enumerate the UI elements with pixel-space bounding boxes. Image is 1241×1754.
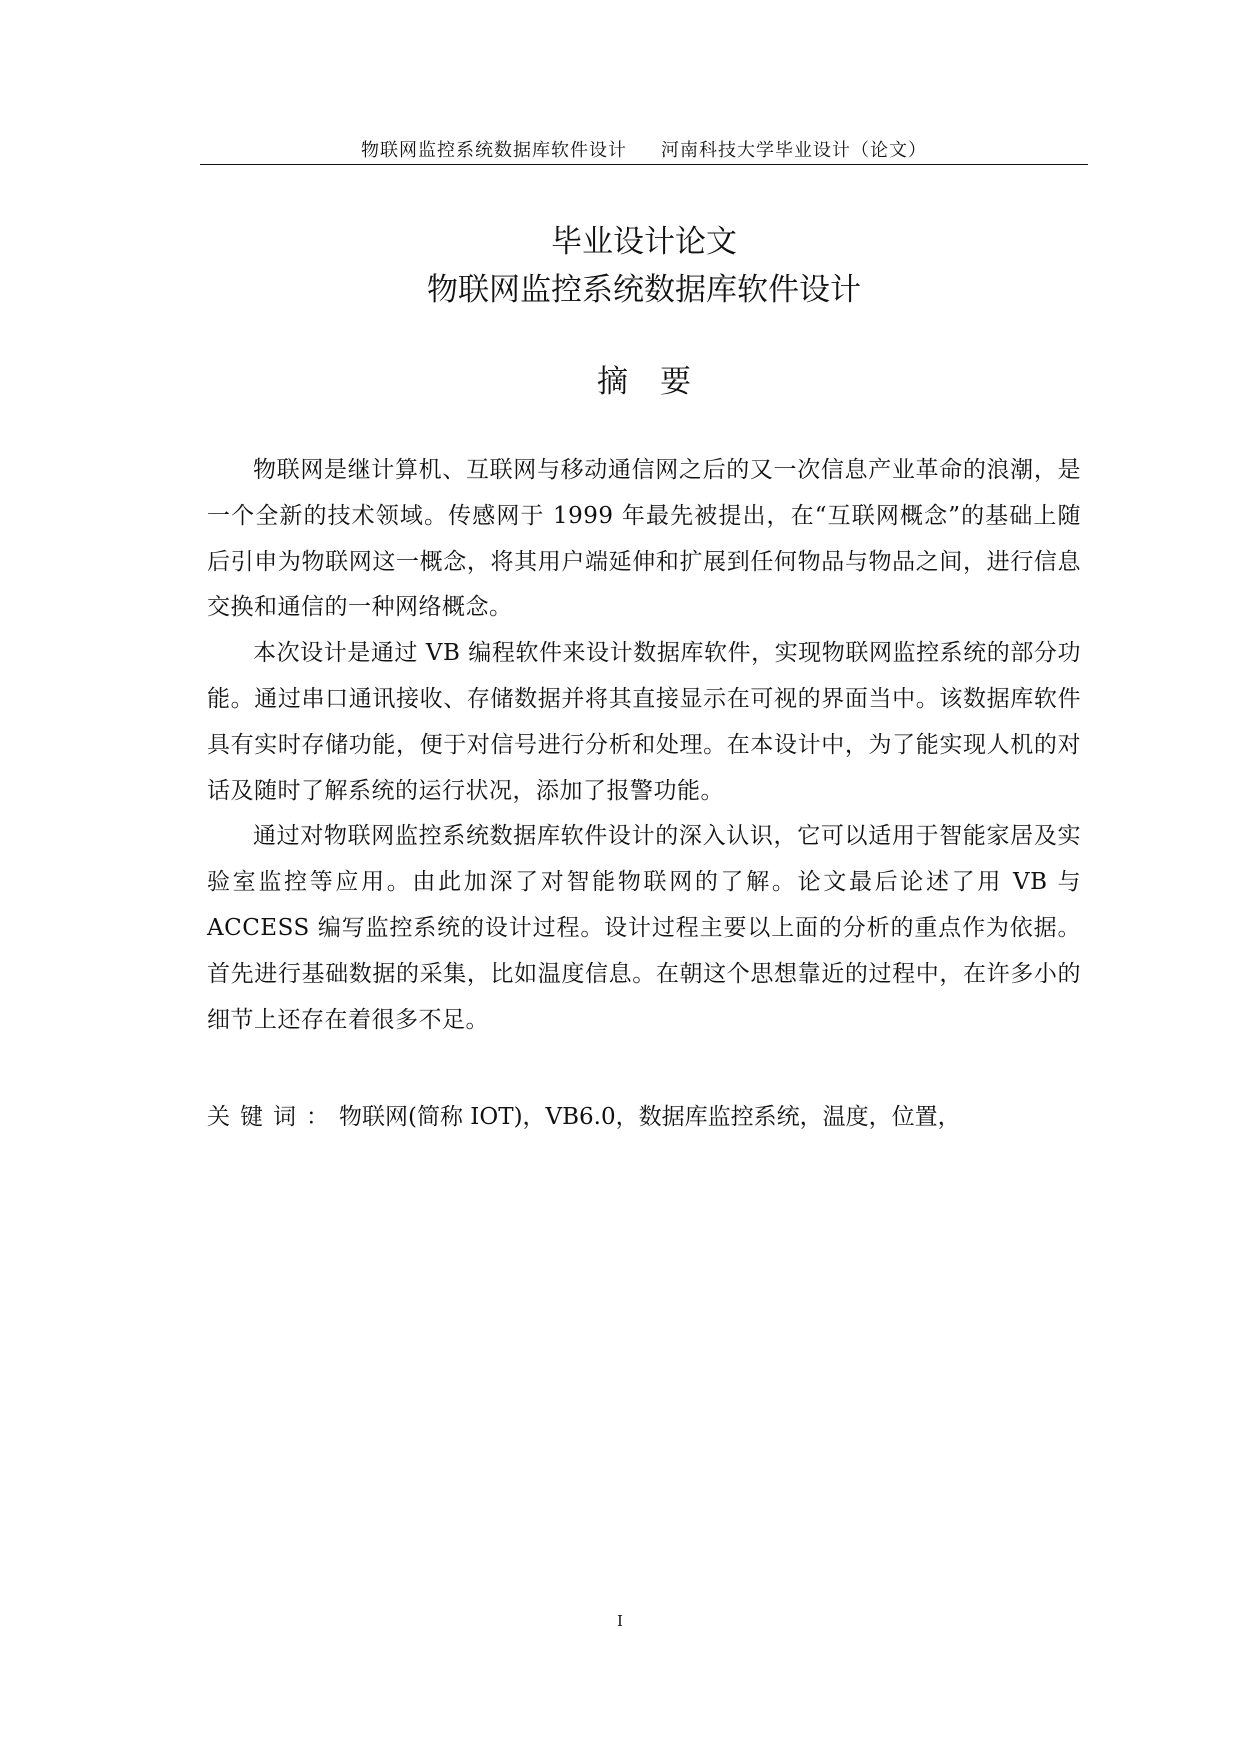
- running-header: [200, 136, 1088, 162]
- running-header-right: 河南科技大学毕业设计（论文）: [661, 140, 927, 161]
- header-rule: [200, 164, 1088, 165]
- page-number: I: [617, 1612, 623, 1630]
- running-header-left: 物联网监控系统数据库软件设计: [361, 140, 627, 161]
- keywords-label: 关键词：: [207, 1104, 339, 1130]
- abstract-paragraph-1: 物联网是继计算机、互联网与移动通信网之后的又一次信息产业革命的浪潮，是一个全新的技术领域。传感网于 1999 年最先被提出，在“互联网概念”的基础上随后引申为物联网这一概念，将其用户端延伸和扩展到任何物品与物品之间，进行信息交换和通信的一种网络概念。: [207, 457, 1081, 621]
- keywords-text: 物联网(简称 IOT)，VB6.0，数据库监控系统，温度，位置，: [339, 1104, 961, 1130]
- document-title-line-2: 物联网监控系统数据库软件设计: [427, 272, 861, 308]
- document-title-line-1: 毕业设计论文: [551, 224, 737, 260]
- abstract-heading: 摘要: [597, 364, 723, 400]
- abstract-paragraph-3: 通过对物联网监控系统数据库软件设计的深入认识，它可以适用于智能家居及实验室监控等应用。由此加深了对智能物联网的了解。论文最后论述了用 VB 与 ACCESS 编写监控系统的设计过程。设计过程主要以上面的分析的重点作为依据。首先进行基础数据的采集，比如温度信息。在朝这个思想靠近的过程中，在许多小的细节上还存在着很多不足。: [207, 823, 1081, 1033]
- keywords-line: [207, 1100, 1081, 1134]
- abstract-body: [207, 448, 1081, 1043]
- abstract-paragraph-2: 本次设计是通过 VB 编程软件来设计数据库软件，实现物联网监控系统的部分功能。通过串口通讯接收、存储数据并将其直接显示在可视的界面当中。该数据库软件具有实时存储功能，便于对信号进行分析和处理。在本设计中，为了能实现人机的对话及随时了解系统的运行状况，添加了报警功能。: [207, 640, 1081, 804]
